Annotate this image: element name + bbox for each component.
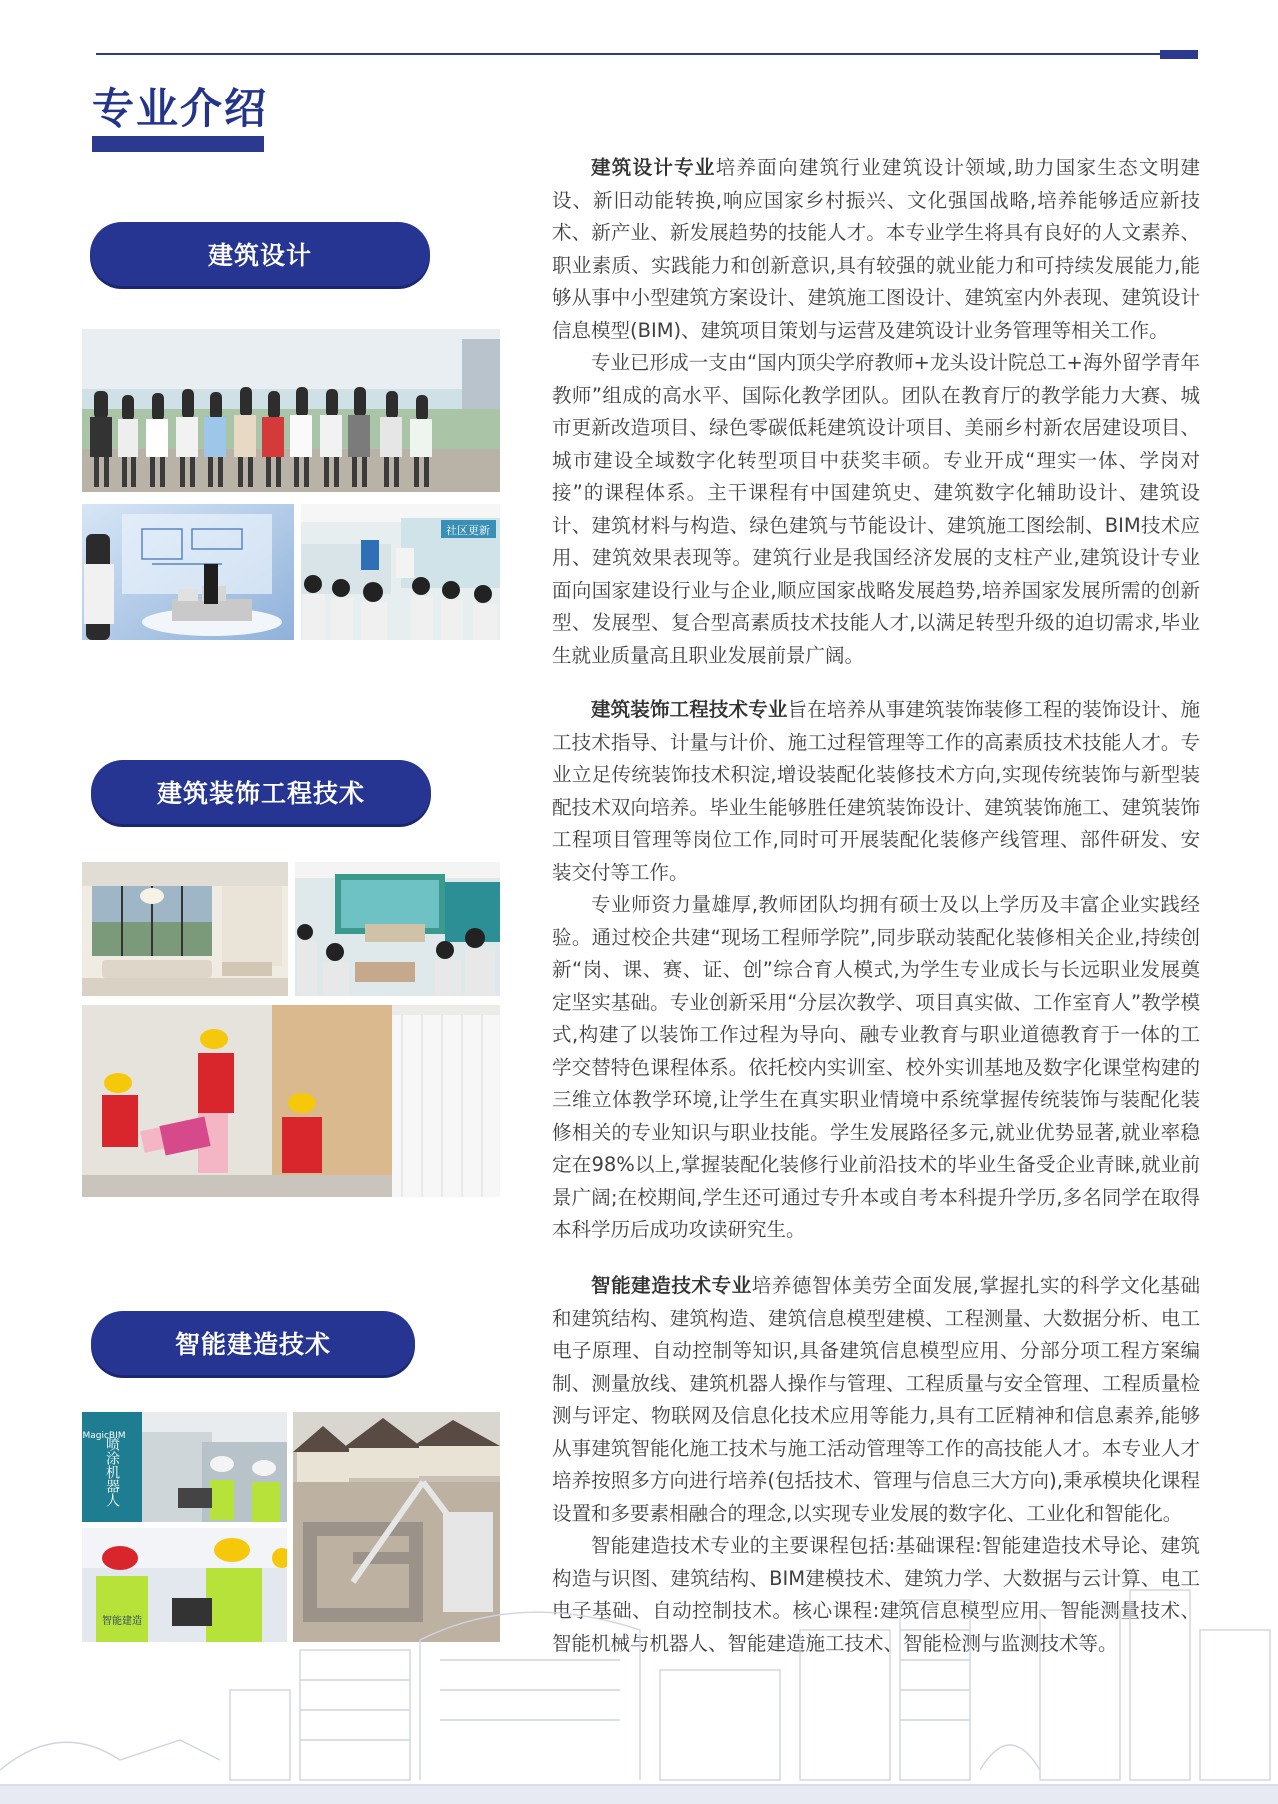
page-title: 专业介绍 (92, 84, 269, 133)
sign-magicbim: MagicBIM (82, 1431, 126, 1441)
paragraph-text: 专业师资力量雄厚,教师团队均拥有硕士及以上学历及丰富企业实践经验。通过校企共建“现场工程师学院”,同步联动装配化装修相关企业,持续创新“岗、课、赛、证、创”综合育人模式,为学生专业成长与长远职业发展奠定坚实基础。专业创新采用“分层次教学、项目真实做、工作室育人”教学模式,构建了以装饰工作过程为导向、融专业教育与职业道德教育于一体的工学交替特色课程体系。依托校内实训室、校外实训基地及数字化课堂构建的三维立体教学环境,让学生在真实职业情境中系统掌握传统装饰与装配化装修相关的专业知识与职业技能。学生发展路径多元,就业优势显著,就业率稳定在98%以上,掌握装配化装修行业前沿技术的毕业生备受企业青睐,就业前景广阔;在校期间,学生还可通过专升本或自考本科提升学历,多名同学在取得本科学历后成功攻读研究生。 (552, 893, 1200, 1241)
paragraph-text: 培养面向建筑行业建筑设计领域,助力国家生态文明建设、新旧动能转换,响应国家乡村振兴、文化强国战略,培养能够适应新技术、新产业、新发展趋势的技能人才。本专业学生将具有良好的人文素养、职业素质、实践能力和创新意识,具有较强的就业能力和可持续发展能力,能够从事中小型建筑方案设计、建筑施工图设计、建筑室内外表现、建筑设计信息模型(BIM)、建筑项目策划与运营及建筑设计业务管理等相关工作。 (552, 156, 1200, 342)
major-label-architecture-design: 建筑设计 (90, 222, 430, 286)
paragraph-text: 专业已形成一支由“国内顶尖学府教师+龙头设计院总工+海外留学青年教师”组成的高水平、国际化教学团队。团队在教育厅的教学能力大赛、城市更新改造项目、绿色零碳低耗建筑设计项目、美丽乡村新农居建设项目、城市建设全域数字化转型项目中获奖丰硕。专业开成“理实一体、学岗对接”的课程体系。主干课程有中国建筑史、建筑数字化辅助设计、建筑设计、建筑材料与构造、绿色建筑与节能设计、建筑施工图绘制、BIM技术应用、建筑效果表现等。建筑行业是我国经济发展的支柱产业,建筑设计专业面向国家建设行业与企业,顺应国家战略发展趋势,培养国家发展所需的创新型、发展型、复合型高素质技术技能人才,以满足转型升级的迫切需求,毕业生就业质量高且职业发展前景广阔。 (552, 351, 1200, 667)
photo-decoration-classroom (295, 862, 500, 996)
paragraph (552, 152, 1200, 347)
paragraph (552, 694, 1200, 889)
paragraph (552, 347, 1200, 672)
decoration-engineering-description (552, 694, 1200, 1247)
header-rule-block (1160, 50, 1198, 59)
paragraph-text: 旨在培养从事建筑装饰装修工程的装饰设计、施工技术指导、计量与计价、施工过程管理等工作的高素质技术技能人才。专业立足传统装饰技术积淀,增设装配化装修技术方向,实现传统装饰与新型装配技术双向培养。毕业生能够胜任建筑装饰设计、建筑装饰施工、建筑装饰工程项目管理等岗位工作,同时可开展装配化装修产线管理、部件研发、安装交付等工作。 (552, 698, 1200, 884)
photo-community-renewal-class (301, 504, 500, 640)
photo-model-presentation (82, 504, 294, 640)
header-rule (96, 53, 1198, 55)
vest-label: 智能建造 (102, 1616, 142, 1627)
major-label-intelligent-construction: 智能建造技术 (91, 1311, 415, 1375)
sign-community-renewal: 社区更新 (446, 524, 490, 537)
major-name: 智能建造技术专业 (591, 1274, 752, 1297)
photo-students-installing-panels (82, 1005, 500, 1197)
photo-spray-robot (82, 1412, 287, 1522)
architecture-design-description (552, 152, 1200, 672)
major-name: 建筑设计专业 (591, 156, 716, 179)
photo-students-group (82, 329, 500, 492)
major-name: 建筑装饰工程技术专业 (591, 698, 788, 721)
paragraph (552, 1270, 1200, 1530)
campus-skyline-illustration (0, 1570, 1278, 1804)
photo-interior-living-room (82, 862, 288, 996)
major-label-decoration-engineering: 建筑装饰工程技术 (91, 760, 431, 824)
paragraph (552, 889, 1200, 1247)
paragraph-text: 培养德智体美劳全面发展,掌握扎实的科学文化基础和建筑结构、建筑构造、建筑信息模型建模、工程测量、大数据分析、电工电子原理、自动控制等知识,具备建筑信息模型应用、分部分项工程方案编制、测量放线、建筑机器人操作与管理、工程质量与安全管理、工程质量检测与评定、物联网及信息化技术应用等能力,具有工匠精神和信息素养,能够从事建筑智能化施工技术与施工活动管理等工作的高技能人才。本专业人才培养按照多方向进行培养(包括技术、管理与信息三大方向),秉承模块化课程设置和多要素相融合的理念,以实现专业发展的数字化、工业化和智能化。 (552, 1274, 1200, 1525)
sign-spray-robot: 喷涂机器人 (104, 1437, 120, 1507)
title-underline (92, 136, 264, 152)
paragraph-text: 智能建造技术专业的主要课程包括:基础课程:智能建造技术导论、建筑构造与识图、建筑结构、BIM建模技术、建筑力学、大数据与云计算、电工电子基础、自动控制技术。核心课程:建筑信息模型应用、智能测量技术、智能机械与机器人、智能建造施工技术、智能检测与监测技术等。 (552, 1534, 1200, 1655)
